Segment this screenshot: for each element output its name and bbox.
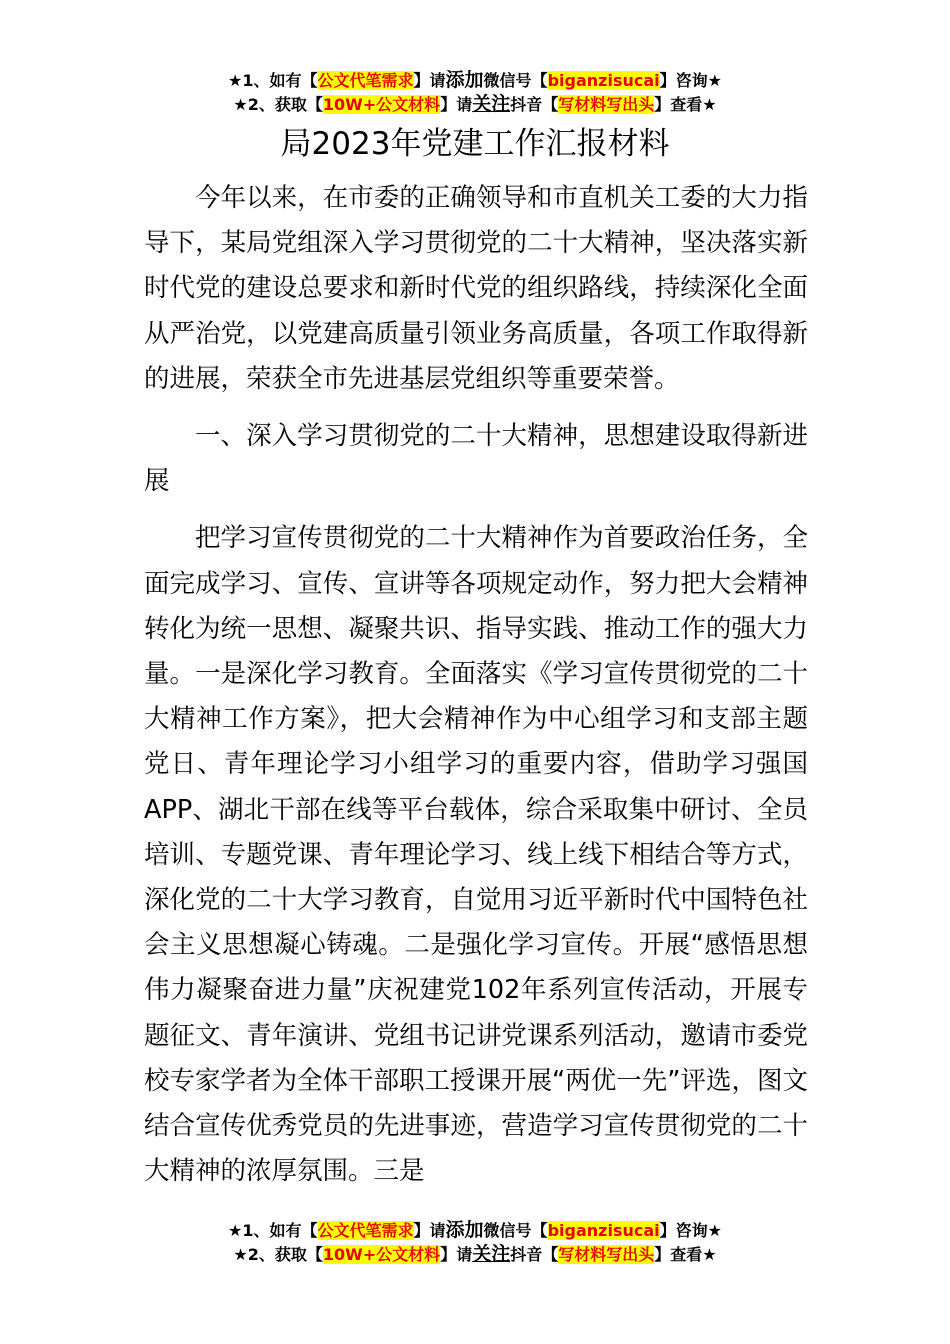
banner-line-1-prefix: ★1、如有【 (228, 71, 318, 90)
footer-highlight-wechat-id: biganzisucai (547, 1221, 660, 1240)
footer-line-2 (0, 1242, 950, 1266)
footer-line-1-prefix: ★1、如有【 (228, 1221, 318, 1240)
banner-line-2-mid2: 抖音【 (510, 95, 559, 114)
footer-line-1-mid2: 微信号【 (483, 1221, 548, 1240)
banner-line-1 (0, 68, 950, 92)
document-title: 局2023年党建工作汇报材料 (280, 126, 670, 162)
banner-emphasis-add: 添加 (445, 69, 484, 91)
footer-line-1-mid: 】请 (413, 1221, 446, 1240)
footer-line-2-mid2: 抖音【 (510, 1245, 559, 1264)
banner-line-2 (0, 92, 950, 116)
footer-banner (0, 1218, 950, 1266)
footer-line-2-prefix: ★2、获取【 (233, 1245, 323, 1264)
banner-line-2-suffix: 】查看★ (654, 95, 717, 114)
footer-line-1 (0, 1218, 950, 1242)
banner-highlight-service: 公文代笔需求 (317, 71, 414, 90)
intro-paragraph: 今年以来，在市委的正确领导和市直机关工委的大力指导下，某局党组深入学习贯彻党的二十大精神，坚决落实新时代党的建设总要求和新时代党的组织路线，持续深化全面从严治党，以党建高质量引领业务高质量，各项工作取得新的进展，荣获全市先进基层党组织等重要荣誉。 (144, 183, 808, 394)
banner-line-1-mid2: 微信号【 (483, 71, 548, 90)
banner-emphasis-follow: 关注 (472, 93, 511, 115)
banner-line-2-mid: 】请 (440, 95, 473, 114)
banner-line-1-suffix: 】咨询★ (659, 71, 722, 90)
header-banner (0, 68, 950, 116)
banner-highlight-wechat-id: biganzisucai (547, 71, 660, 90)
footer-emphasis-follow: 关注 (472, 1243, 511, 1265)
footer-line-2-suffix: 】查看★ (654, 1245, 717, 1264)
footer-line-2-mid: 】请 (440, 1245, 473, 1264)
section-1-paragraph: 把学习宣传贯彻党的二十大精神作为首要政治任务，全面完成学习、宣传、宣讲等各项规定动作，努力把大会精神转化为统一思想、凝聚共识、指导实践、推动工作的强大力量。一是深化学习教育。全面落实《学习宣传贯彻党的二十大精神工作方案》，把大会精神作为中心组学习和支部主题党日、青年理论学习小组学习的重要内容，借助学习强国APP、湖北干部在线等平台载体，综合采取集中研讨、全员培训、专题党课、青年理论学习、线上线下相结合等方式，深化党的二十大学习教育，自觉用习近平新时代中国特色社会主义思想凝心铸魂。二是强化学习宣传。开展“感悟思想伟力凝聚奋进力量”庆祝建党102年系列宣传活动，开展专题征文、青年演讲、党组书记讲党课系列活动，邀请市委党校专家学者为全体干部职工授课开展“两优一先”评选，图文结合宣传优秀党员的先进事迹，营造学习宣传贯彻党的二十大精神的浓厚氛围。三是 (144, 523, 808, 1187)
document-body (144, 176, 808, 1194)
section-heading-1: 一、深入学习贯彻党的二十大精神，思想建设取得新进展 (144, 421, 808, 497)
banner-line-1-mid: 】请 (413, 71, 446, 90)
banner-highlight-douyin: 写材料写出头 (558, 95, 655, 114)
banner-highlight-materials: 10W+公文材料 (322, 95, 441, 114)
footer-highlight-materials: 10W+公文材料 (322, 1245, 441, 1264)
footer-highlight-douyin: 写材料写出头 (558, 1245, 655, 1264)
footer-highlight-service: 公文代笔需求 (317, 1221, 414, 1240)
footer-line-1-suffix: 】咨询★ (659, 1221, 722, 1240)
banner-line-2-prefix: ★2、获取【 (233, 95, 323, 114)
footer-emphasis-add: 添加 (445, 1219, 484, 1241)
